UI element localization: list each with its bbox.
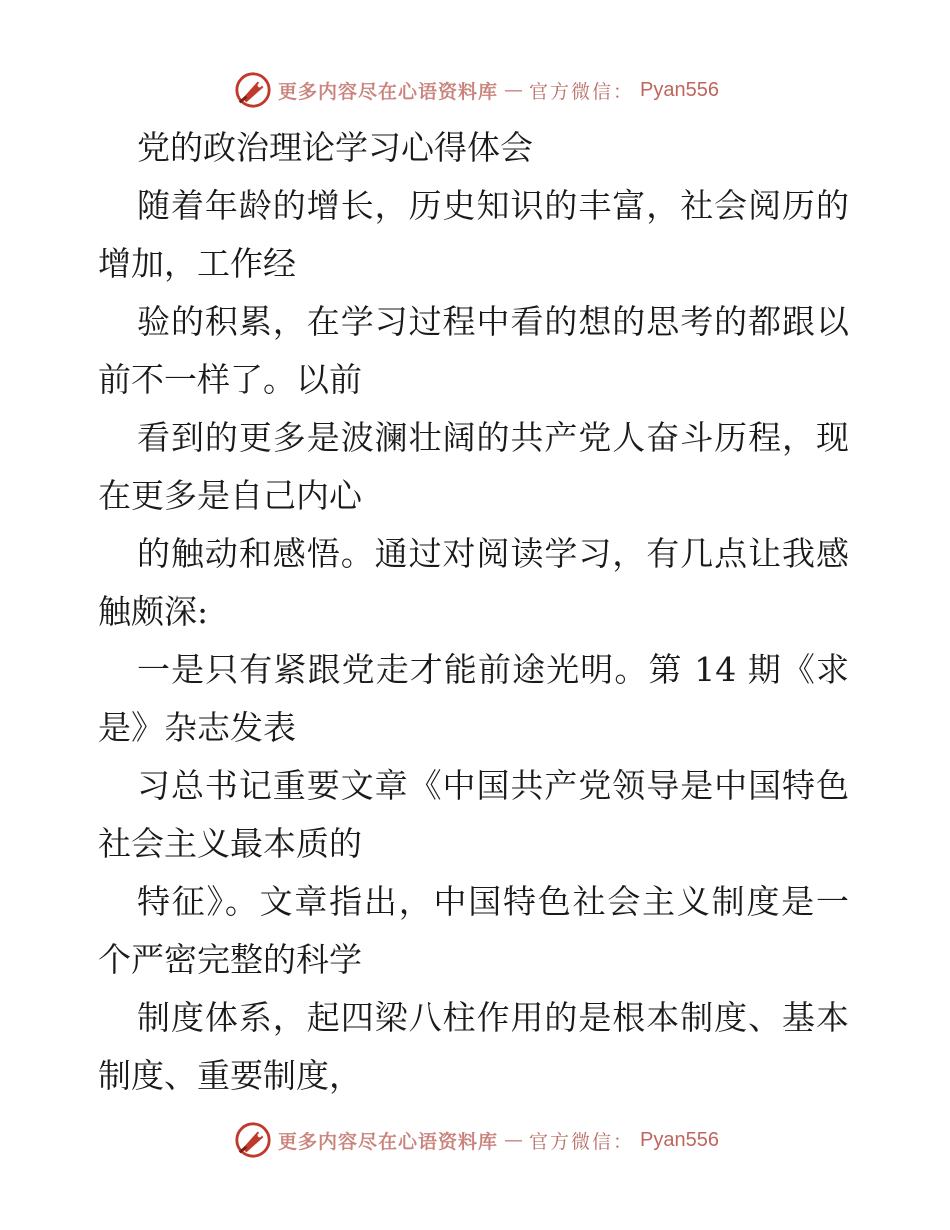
banner-account-id: Pyan556 [640, 1128, 719, 1151]
banner-official-label: 官方微信： [529, 80, 635, 103]
pen-nib-logo-icon [234, 1121, 272, 1159]
paragraph-line: 的触动和感悟。通过对阅读学习，有几点让我感 [137, 534, 849, 573]
paragraph-line: 一是只有紧跟党走才能前途光明。第 14 期《求 [137, 650, 849, 689]
banner-official-label: 官方微信： [529, 1130, 635, 1153]
banner-separator: — [504, 79, 524, 101]
paragraph-line: 随着年龄的增长，历史知识的丰富，社会阅历的 [137, 186, 849, 225]
paragraph-line: 特征》。文章指出，中国特色社会主义制度是一 [137, 882, 849, 921]
pen-nib-logo-icon [234, 71, 272, 109]
paragraph-line: 在更多是自己内心 [98, 476, 362, 515]
header-watermark-banner [234, 70, 719, 110]
paragraph-line: 前不一样了。以前 [98, 360, 362, 399]
paragraph-line: 是》杂志发表 [98, 708, 296, 747]
paragraph-line: 个严密完整的科学 [98, 940, 362, 979]
paragraph-line: 看到的更多是波澜壮阔的共产党人奋斗历程，现 [137, 418, 849, 457]
banner-account-id: Pyan556 [640, 78, 719, 101]
banner-separator: — [504, 1129, 524, 1151]
paragraph-line: 社会主义最本质的 [98, 824, 362, 863]
paragraph-line: 验的积累，在学习过程中看的想的思考的都跟以 [137, 302, 849, 341]
banner-text: 更多内容尽在心语资料库 [278, 80, 499, 103]
document-title: 党的政治理论学习心得体会 [137, 128, 533, 167]
paragraph-line: 习总书记重要文章《中国共产党领导是中国特色 [137, 766, 849, 805]
banner-text: 更多内容尽在心语资料库 [278, 1130, 499, 1153]
footer-watermark-banner [234, 1120, 719, 1160]
paragraph-line: 增加，工作经 [98, 244, 296, 283]
paragraph-line: 制度体系，起四梁八柱作用的是根本制度、基本 [137, 998, 849, 1037]
paragraph-line: 制度、重要制度， [98, 1056, 362, 1095]
paragraph-line: 触颇深: [98, 592, 209, 631]
